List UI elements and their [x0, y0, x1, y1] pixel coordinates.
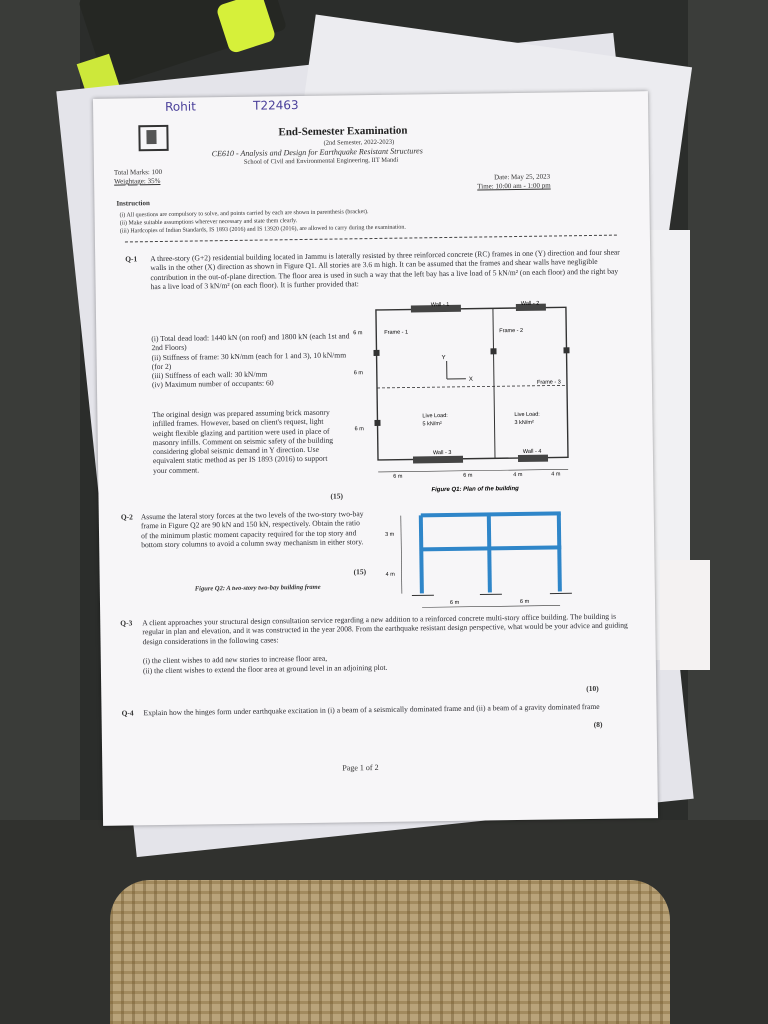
dimension-line	[378, 469, 568, 472]
q1-given-item: (iv) Maximum number of occupants: 60	[151, 378, 274, 390]
handwritten-roll-number: T22463	[252, 98, 299, 113]
figure-q1-plan	[351, 297, 579, 495]
frame-2-line	[493, 308, 495, 458]
q1-given-item: (ii) Stiffness of frame: 30 kN/mm (each for 1 and 3), 10 kN/mm (for 2)	[151, 349, 347, 372]
live-load-left-value: 5 kN/m²	[422, 421, 442, 428]
exam-title: End-Semester Examination	[278, 124, 408, 139]
axis-label-y: Y	[441, 355, 446, 362]
dim-label: 6 m	[449, 599, 460, 606]
column-mark	[563, 347, 569, 353]
dim-label: 4 m	[385, 571, 395, 578]
q4-label: Q-4	[121, 708, 134, 718]
q2-marks: (15)	[353, 567, 367, 577]
q4-text: Explain how the hinges form under earthquake excitation in (i) a beam of a seismically dominated frame and (ii) a beam of a gravity dominated frame	[143, 701, 600, 718]
dim-label: 6 m	[519, 598, 530, 605]
dim-label: 6 m	[463, 472, 473, 479]
q3-text: A client approaches your structural design consultation service regarding a new addition to a reinforced concrete multi-story office building. The building is regular in plan and elevation, and it was constructed in the year 2008. From the earthquake resistant design perspective, what would be your advice and guiding design considerations in the following cases:	[142, 611, 628, 646]
dim-label: 6 m	[354, 426, 364, 433]
institute-logo	[138, 125, 168, 151]
dimension-line	[422, 605, 560, 607]
dim-label: 6 m	[353, 370, 364, 377]
dimension-line	[401, 516, 402, 594]
instruction-item: (ii) Make suitable assumptions wherever necessary and state them clearly.	[119, 218, 298, 227]
semester-line: (2nd Semester, 2022-2023)	[323, 138, 395, 147]
dim-label: 3 m	[385, 531, 395, 538]
figure-q1-caption: Figure Q1: Plan of the building	[431, 486, 519, 494]
q3-case-1: (i) the client wishes to add new stories to increase floor area,	[142, 653, 328, 666]
q3-case-2: (ii) the client wishes to extend the floor area at ground level in an adjoining plot.	[142, 662, 388, 676]
label-frame-3: Frame - 3	[536, 379, 561, 386]
column-mark	[490, 348, 496, 354]
dim-label: 6 m	[353, 330, 363, 337]
q1-given-item: (iii) Stiffness of each wall: 30 kN/mm	[151, 369, 268, 381]
label-frame-1: Frame - 1	[384, 329, 409, 336]
q1-label: Q-1	[125, 254, 138, 264]
exam-date: Date: May 25, 2023	[494, 172, 551, 182]
column-mark	[374, 420, 380, 426]
course-line: CE610 - Analysis and Design for Earthquake Resistant Structures	[211, 146, 423, 159]
q1-marks: (15)	[330, 491, 344, 501]
total-marks: Total Marks: 100	[113, 167, 163, 177]
instruction-item: (i) All questions are compulsory to solve, and points carried by each are shown in parenthesis (bracket).	[119, 209, 369, 219]
q3-marks: (10)	[586, 683, 599, 694]
q1-given-item: (i) Total dead load: 1440 kN (on roof) and 1800 kN (each 1st and 2nd Floors)	[151, 331, 350, 353]
q1-given-list	[151, 331, 352, 390]
section-divider	[125, 235, 617, 243]
instruction-heading: Instruction	[116, 199, 150, 208]
ground-supports	[412, 593, 572, 595]
instruction-item: (iii) Hardcopies of Indian Standards, IS 1893 (2016) and IS 13920 (2016), are allowed to carry during the examination.	[119, 224, 406, 235]
axis-label-x: X	[468, 376, 473, 383]
label-wall-2: Wall - 2	[520, 300, 540, 307]
live-load-right: Live Load:	[514, 411, 540, 419]
label-wall-4: Wall - 4	[522, 448, 542, 455]
handwritten-name: Rohit	[164, 99, 196, 114]
label-wall-1: Wall - 1	[430, 301, 450, 309]
wall-4-mark	[518, 455, 548, 462]
background-sheet	[660, 560, 710, 670]
frame-members	[421, 513, 562, 593]
label-frame-2: Frame - 2	[499, 327, 524, 335]
q1-body: The original design was prepared assuming brick masonry infilled frames. However, based on client's request, light weight flexible glazing and partition were used in place of masonry infills. Comment on seismic safety of the building considering global seismic demand in Y direction. Use equivalent static method as per IS 1893 (2016) to support your comment.	[152, 407, 334, 475]
q1-intro-tail	[151, 289, 346, 307]
q2-label: Q-2	[120, 512, 133, 522]
dim-label: 4 m	[551, 471, 561, 478]
dim-label: 6 m	[393, 473, 403, 480]
q4-marks: (8)	[593, 719, 603, 729]
live-load-right-value: 3 kN/m²	[514, 419, 534, 427]
fabric-lap	[110, 880, 670, 1024]
weightage: Weightage: 35%	[114, 176, 161, 186]
exam-paper	[93, 91, 658, 826]
page-number: Page 1 of 2	[342, 762, 379, 773]
q1-intro: A three-story (G+2) residential building located in Jammu is laterally resisted by three reinforced concrete (RC) frames in one (Y) direction and four shear walls in the other (X) direction as shown in Figure Q1. All stories are 3.6 m high. It can be assumed that the frames and shear walls have negligible contribution in the out-of-plane direction. The floor area is used in such a way that the left bay has a live load of 5 kN/m² (on each floor) and the right bay has a live load of 3 kN/m² (on each floor). It is further provided that:	[150, 247, 620, 292]
q3-label: Q-3	[120, 618, 133, 628]
live-load-left: Live Load:	[422, 412, 448, 420]
dim-label: 4 m	[513, 471, 523, 479]
q2-text: Assume the lateral story forces at the two levels of the two-story two-bay frame in Figure Q2 are 90 kN and 150 kN, respectively. Obtain the ratio of the minimum plastic moment capacity required for the top story and bottom story columns to avoid a column sway mechanism in either story.	[140, 509, 364, 550]
label-wall-3: Wall - 3	[432, 449, 452, 457]
figure-q2-frame	[381, 507, 583, 622]
wall-3-mark	[413, 456, 463, 464]
exam-time: Time: 10:00 am - 1:00 pm	[477, 181, 551, 191]
school-line: School of Civil and Environmental Engineering, IIT Mandi	[243, 156, 399, 166]
figure-q2-caption: Figure Q2: A two-story two-bay building frame	[194, 583, 321, 593]
column-mark	[373, 350, 379, 356]
